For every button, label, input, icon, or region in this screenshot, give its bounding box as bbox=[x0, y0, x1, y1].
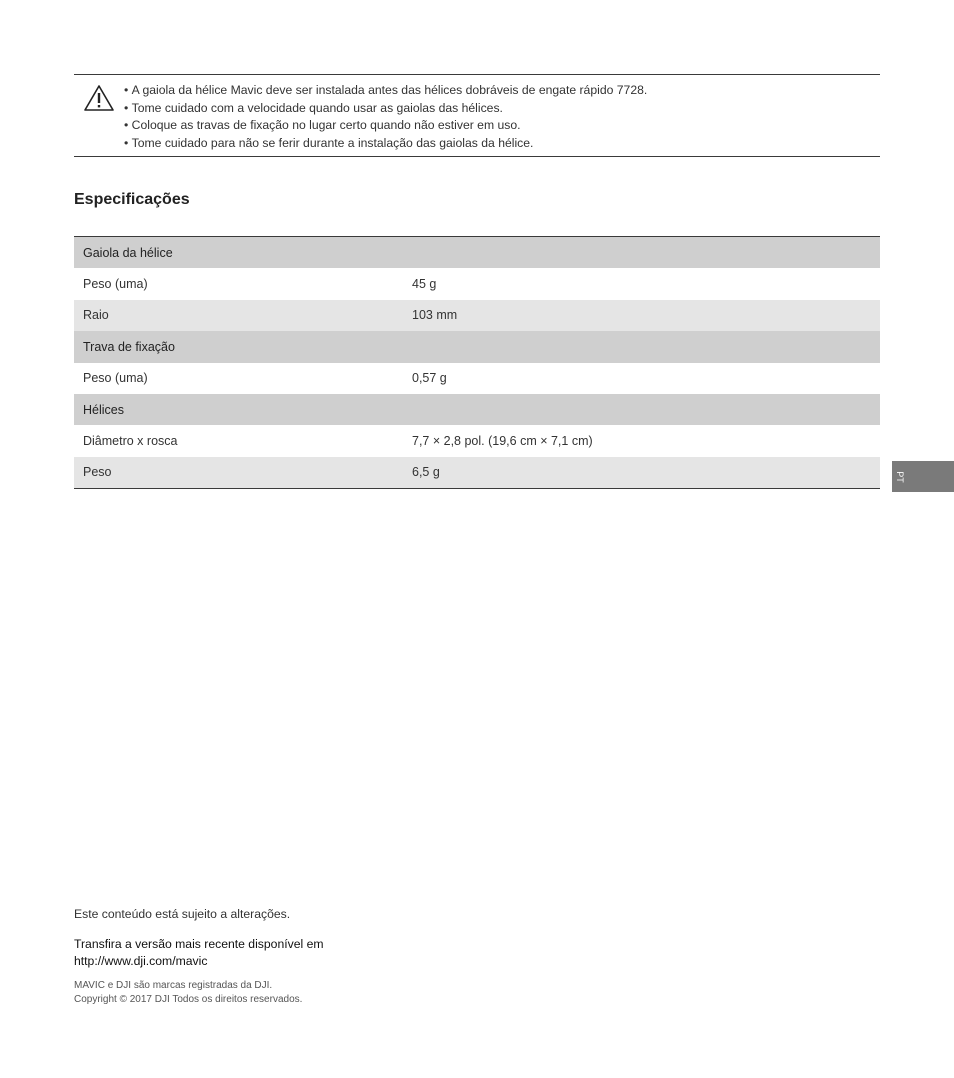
spec-label: Diâmetro x rosca bbox=[83, 434, 178, 449]
download-link[interactable]: http://www.dji.com/mavic bbox=[74, 954, 208, 968]
spec-row bbox=[74, 268, 880, 299]
warning-list bbox=[124, 82, 647, 152]
spec-table bbox=[74, 236, 880, 489]
language-tab-label: PT bbox=[894, 470, 905, 483]
trademark-text: MAVIC e DJI são marcas registradas da DJI. bbox=[74, 980, 273, 991]
spec-group-row bbox=[74, 394, 880, 425]
copyright-text: Copyright © 2017 DJI Todos os direitos reservados. bbox=[74, 993, 303, 1005]
language-tab bbox=[892, 461, 954, 492]
warning-item: • A gaiola da hélice Mavic deve ser instalada antes das hélices dobráveis de engate rápido 7728. bbox=[124, 82, 647, 100]
spec-row bbox=[74, 363, 880, 394]
spec-label: Hélices bbox=[83, 402, 124, 417]
spec-row bbox=[74, 300, 880, 331]
spec-value: 0,57 g bbox=[412, 371, 447, 386]
spec-row bbox=[74, 457, 880, 488]
spec-value: 6,5 g bbox=[412, 465, 440, 480]
section-title: Especificações bbox=[74, 191, 190, 208]
download-text: Transfira a versão mais recente disponível em bbox=[74, 937, 324, 951]
spec-value: 45 g bbox=[412, 277, 437, 292]
spec-label: Peso bbox=[83, 465, 112, 480]
spec-value: 7,7 × 2,8 pol. (19,6 cm × 7,1 cm) bbox=[412, 434, 593, 449]
spec-label: Peso (uma) bbox=[83, 277, 148, 292]
warning-item: • Tome cuidado para não se ferir durante a instalação das gaiolas da hélice. bbox=[124, 135, 647, 153]
spec-label: Raio bbox=[83, 308, 109, 323]
spec-label: Trava de fixação bbox=[83, 339, 175, 354]
spec-value: 103 mm bbox=[412, 308, 458, 323]
warning-box bbox=[74, 74, 880, 157]
warning-item: • Coloque as travas de fixação no lugar certo quando não estiver em uso. bbox=[124, 117, 647, 135]
warning-item: • Tome cuidado com a velocidade quando usar as gaiolas das hélices. bbox=[124, 100, 647, 118]
download-notice bbox=[74, 936, 324, 970]
change-notice: Este conteúdo está sujeito a alterações. bbox=[74, 907, 291, 921]
spec-label: Peso (uma) bbox=[83, 371, 148, 386]
spec-group-row bbox=[74, 237, 880, 268]
spec-label: Gaiola da hélice bbox=[83, 245, 173, 260]
spec-row bbox=[74, 425, 880, 456]
legal-notice bbox=[74, 979, 302, 1006]
spec-group-row bbox=[74, 331, 880, 362]
warning-triangle-icon bbox=[83, 84, 115, 112]
